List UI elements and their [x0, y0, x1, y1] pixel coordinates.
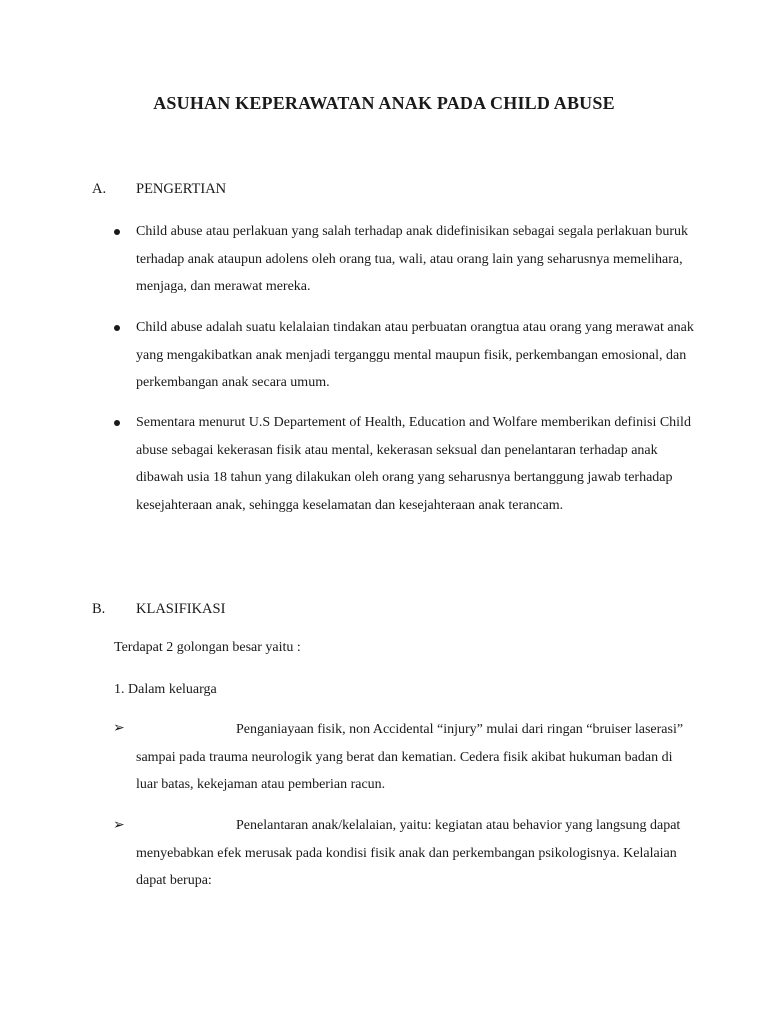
section-b-title: KLASIFIKASI	[136, 601, 226, 617]
physical-abuse-text: Penganiayaan fisik, non Accidental “injury” mulai dari ringan “bruiser laserasi” sampai pada trauma neurologik yang berat dan kematian. Cedera fisik akibat hukuman badan di luar batas, kekejaman atau pemberian racun.	[136, 722, 684, 792]
document-title: ASUHAN KEPERAWATAN ANAK PADA CHILD ABUSE	[153, 93, 615, 113]
bullet-icon	[114, 229, 120, 235]
bullet-icon	[114, 325, 120, 331]
section-a-title: PENGERTIAN	[136, 181, 227, 197]
section-b-number: B.	[92, 601, 106, 617]
definition-paragraph-3: Sementara menurut U.S Departement of Health, Education and Wolfare memberikan definisi Child abuse sebagai kekerasan fisik atau mental, kekerasan seksual dan penelantaran terhadap anak dibawah usia 18 tahun yang dilakukan oleh orang yang seharusnya bertanggung jawab terhadap kesejahteraan anak, sehingga keselamatan dan kesejahteraan anak terancam.	[136, 415, 691, 513]
definition-paragraph-2: Child abuse adalah suatu kelalaian tindakan atau perbuatan orangtua atau orang yang merawat anak yang mengakibatkan anak menjadi terganggu mental maupun fisik, perkembangan emosional, dan perkembangan anak secara umum.	[136, 320, 694, 390]
arrow-bullet-icon: ➢	[113, 817, 125, 833]
section-b-heading	[92, 601, 225, 618]
arrow-bullet-icon: ➢	[113, 720, 125, 736]
neglect-text: Penelantaran anak/kelalaian, yaitu: kegiatan atau behavior yang langsung dapat menyebabkan efek merusak pada kondisi fisik anak dan perkembangan psikologisnya. Kelalaian dapat berupa:	[136, 818, 681, 888]
subsection-family: 1. Dalam keluarga	[114, 682, 217, 697]
definition-paragraph-1: Child abuse atau perlakuan yang salah terhadap anak didefinisikan sebagai segala perlakuan buruk terhadap anak ataupun adolens oleh orang tua, wali, atau orang lain yang seharusnya memelihara, menjaga, dan merawat mereka.	[136, 224, 689, 294]
section-a-number: A.	[92, 181, 107, 197]
classification-intro: Terdapat 2 golongan besar yaitu :	[114, 640, 301, 655]
physical-abuse-paragraph	[136, 716, 696, 799]
section-a-heading	[92, 181, 226, 198]
bullet-icon	[114, 420, 120, 426]
neglect-paragraph	[136, 812, 696, 895]
